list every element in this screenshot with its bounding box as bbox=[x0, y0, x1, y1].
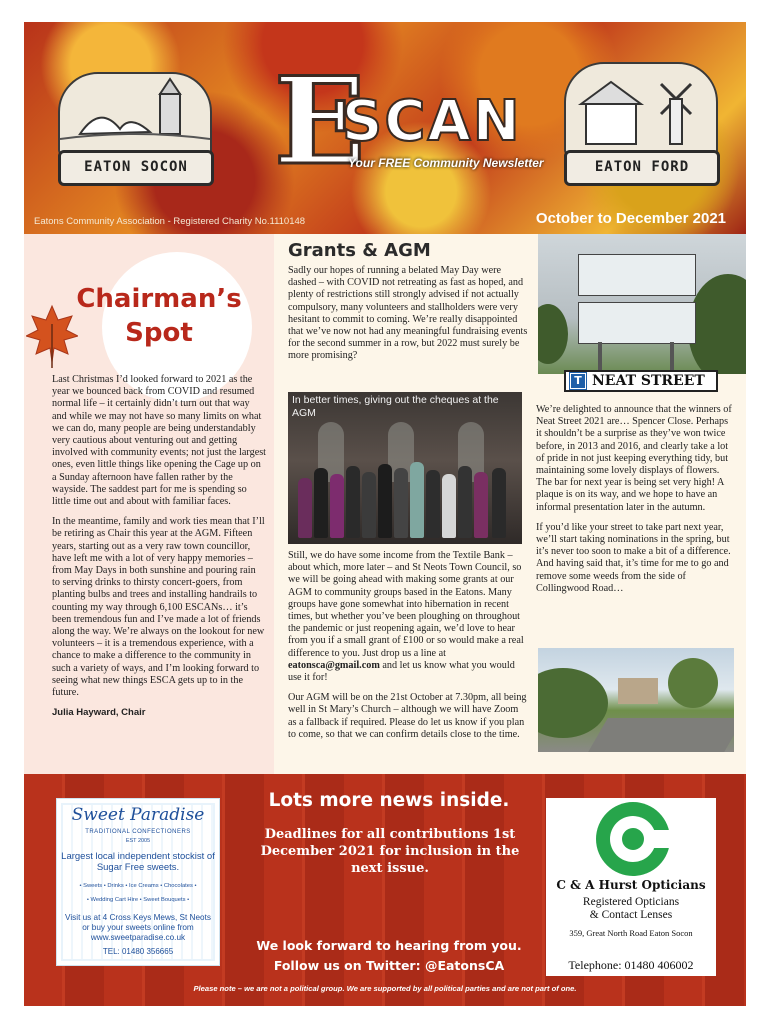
neat-street-banner bbox=[564, 370, 718, 392]
sign-right-text: EATON FORD bbox=[594, 159, 690, 175]
chairmans-spot-title: Chairman’s Spot bbox=[76, 284, 242, 348]
sign-left-text: EATON SOCON bbox=[84, 159, 188, 175]
person bbox=[298, 478, 312, 538]
sweet-paradise-visit: Visit us at 4 Cross Keys Mews, St Neots or buy your sweets online from www.sweetparadise.co.uk bbox=[65, 913, 211, 942]
eaton-socon-sign-illustration bbox=[58, 72, 212, 156]
products-line-1: • Sweets • Drinks • Ice Creams • Chocolates • bbox=[79, 883, 197, 889]
person bbox=[346, 466, 360, 538]
person bbox=[394, 468, 408, 538]
escan-logo bbox=[274, 51, 554, 192]
opticians-name: C & A Hurst Opticians bbox=[556, 878, 706, 892]
autumn-leaf-icon bbox=[26, 304, 78, 368]
person bbox=[458, 466, 472, 538]
eaton-socon-sign bbox=[58, 150, 214, 186]
agm-photo-caption: In better times, giving out the cheques at the AGM bbox=[292, 394, 499, 419]
grants-paragraph-3: Our AGM will be on the 21st October at 7.30pm, all being well in St Mary’s Church – although we will have Zoom as a fallback if required. Please do let us know if you plan to come, so that we can confirm details close to the time. bbox=[288, 692, 527, 740]
newsletter-page bbox=[24, 22, 746, 1006]
tree bbox=[538, 304, 568, 364]
tree bbox=[668, 658, 718, 708]
grants-agm-section bbox=[288, 240, 528, 371]
sweet-paradise-name: Sweet Paradise bbox=[71, 805, 205, 825]
opticians-telephone: Telephone: 01480 406002 bbox=[568, 958, 694, 972]
charity-line: Eatons Community Association - Registered Charity No.1110148 bbox=[34, 216, 306, 227]
person bbox=[362, 472, 376, 538]
grants-paragraph-2 bbox=[288, 550, 528, 684]
grants-agm-title: Grants & AGM bbox=[288, 240, 431, 261]
sign-board bbox=[578, 302, 696, 344]
twitter-line: Follow us on Twitter: @EatonsCA bbox=[273, 958, 505, 973]
chairmans-spot-column bbox=[24, 234, 274, 774]
person bbox=[378, 464, 392, 538]
opticians-telephone-box bbox=[546, 956, 716, 976]
issue-date: October to December 2021 bbox=[535, 210, 726, 227]
logo-text-scan: SCAN bbox=[342, 89, 522, 154]
footer-band bbox=[24, 774, 746, 1006]
contact-email: eatonsca@gmail.com bbox=[288, 659, 380, 671]
windmill-house-icon bbox=[566, 64, 716, 154]
deadline-notice: Deadlines for all contributions 1st December 2021 for inclusion in the next issue. bbox=[260, 827, 520, 876]
logo-letter-e: E bbox=[274, 51, 366, 192]
logo-gap bbox=[648, 830, 672, 848]
grants-para2-end: and let us know what you would use it for! bbox=[288, 659, 515, 684]
sweet-paradise-subtitle: TRADITIONAL CONFECTIONERS bbox=[85, 829, 191, 835]
grants-para2-start: Still, we do have some income from the Textile Bank – about which, more later – and St Neots Town Council, so we will be going ahead with making some grants at our AGM to community groups based in the Eatons. Many groups have gone somewhat into hibernation in recent times, but whether you’ve been ploughing on throughout the pandemic or just reopening again, we’d love to hear from you if a small grant of £100 or so would make a real difference to you. Just drop us a line at bbox=[288, 550, 524, 659]
neat-street-body bbox=[536, 404, 736, 603]
logo-center bbox=[622, 828, 644, 850]
person bbox=[492, 468, 506, 538]
person bbox=[330, 474, 344, 538]
services-line-1: Registered Opticians bbox=[582, 896, 680, 908]
grants-agm-continued bbox=[288, 550, 528, 749]
products-line-2: • Wedding Cart Hire • Sweet Bouquets • bbox=[86, 897, 190, 903]
person bbox=[314, 468, 328, 538]
chair-paragraph-2: In the meantime, family and work ties mean that I’ll be retiring as Chair this year at the AGM. Fifteen years, starting out as a very raw town councillor, have left me with a lot of very happy memories – from May Days in both sunshine and pouring rain to serving drinks to thirsty concert-goers, from planting bulbs and trees and installing handrails to counting my way through 6,100 ESCANs… it’s been tremendous fun and I’ve made a lot of friends along the way. We’re always on the lookout for new volunteers – it is a tremendous experience, with a chance to make a difference to the community in such a variety of ways, and I’m looking forward to seeing what new things ESCA gets up to in the future. bbox=[52, 516, 265, 699]
tagline: Your FREE Community Newsletter bbox=[348, 156, 544, 170]
neat-paragraph-1: We’re delighted to announce that the winners of Neat Street 2021 are… Spencer Close. Perhaps it shouldn’t be a surprise as they’ve won twice before, in 2013 and 2016, and clearly take a lot of pride in not just keeping everything tidy, but maintaining some lovely displays of flowers. The bar for next year is being set very high! A plaque is on its way, and we hope to have an informal presentation later in the autumn. bbox=[536, 404, 732, 513]
street-photo bbox=[538, 648, 734, 752]
political-note: Please note – we are not a political group. We are supported by all political parties and are not part of one. bbox=[193, 984, 577, 993]
house bbox=[618, 678, 658, 704]
sweet-paradise-products bbox=[59, 879, 217, 907]
masthead bbox=[24, 22, 746, 234]
chair-signature: Julia Hayward, Chair bbox=[52, 707, 146, 719]
neat-paragraph-2: If you’d like your street to take part next year, we’ll start taking nominations in the spring, but it’s never too soon to make a bit of a difference. And having said that, it’s time for me to go and remove some weeds from the side of Collingwood Road… bbox=[536, 521, 731, 594]
road bbox=[588, 718, 734, 752]
opticians-address: 359, Great North Road Eaton Socon bbox=[569, 928, 693, 938]
swan-church-icon bbox=[60, 74, 210, 154]
person bbox=[442, 474, 456, 538]
opticians-services bbox=[546, 896, 716, 922]
sweet-paradise-telephone: TEL: 01480 356665 bbox=[102, 947, 174, 956]
eaton-ford-sign bbox=[564, 150, 720, 186]
more-news-heading: Lots more news inside. bbox=[268, 790, 510, 811]
eaton-ford-sign-illustration bbox=[564, 62, 718, 156]
opticians-advert bbox=[546, 798, 716, 958]
sweet-paradise-advert bbox=[56, 798, 220, 966]
sweet-paradise-description: Largest local independent stockist of Sugar Free sweets. bbox=[61, 851, 215, 873]
tree bbox=[688, 274, 746, 374]
community-sign-photo bbox=[538, 234, 746, 374]
hearing-line: We look forward to hearing from you. bbox=[256, 938, 522, 953]
tree bbox=[538, 668, 608, 738]
services-line-2: & Contact Lenses bbox=[589, 909, 673, 921]
contact-invitation bbox=[236, 936, 542, 976]
person bbox=[410, 462, 424, 538]
chairmans-spot-body bbox=[52, 374, 266, 727]
person bbox=[474, 472, 488, 538]
sweet-paradise-est: EST 2005 bbox=[125, 838, 151, 844]
person bbox=[426, 470, 440, 538]
road-sign-t-icon: T bbox=[570, 373, 586, 389]
agm-photo bbox=[288, 392, 522, 544]
grants-intro: Sadly our hopes of running a belated May Day were dashed – with COVID not retreating as fast as hoped, and plenty of restrictions still strongly advised if not actually compulsory, many volunteers and stallholders were very hesitant to commit to coming. We’re really disappointed that we’ve now not had any meaningful fundraising events for the second summer in a row, but 2022 must surely be more promising? bbox=[288, 265, 528, 362]
neat-street-title: NEAT STREET bbox=[592, 373, 705, 389]
ca-logo-icon bbox=[596, 802, 670, 876]
sign-board bbox=[578, 254, 696, 296]
chair-paragraph-1: Last Christmas I’d looked forward to 2021 as the year we bounced back from COVID and resumed normal life – it certainly didn’t turn out that way and while we may not have so many limits on what we can do, many people are being understandably very cautious about venturing out and getting involved with community events; not just the largest ones, even little things like opening the Cage up on a Sunday afternoon have fallen rather by the wayside. The saddest part for me is spending so little time out and about with familiar faces. bbox=[52, 374, 267, 508]
